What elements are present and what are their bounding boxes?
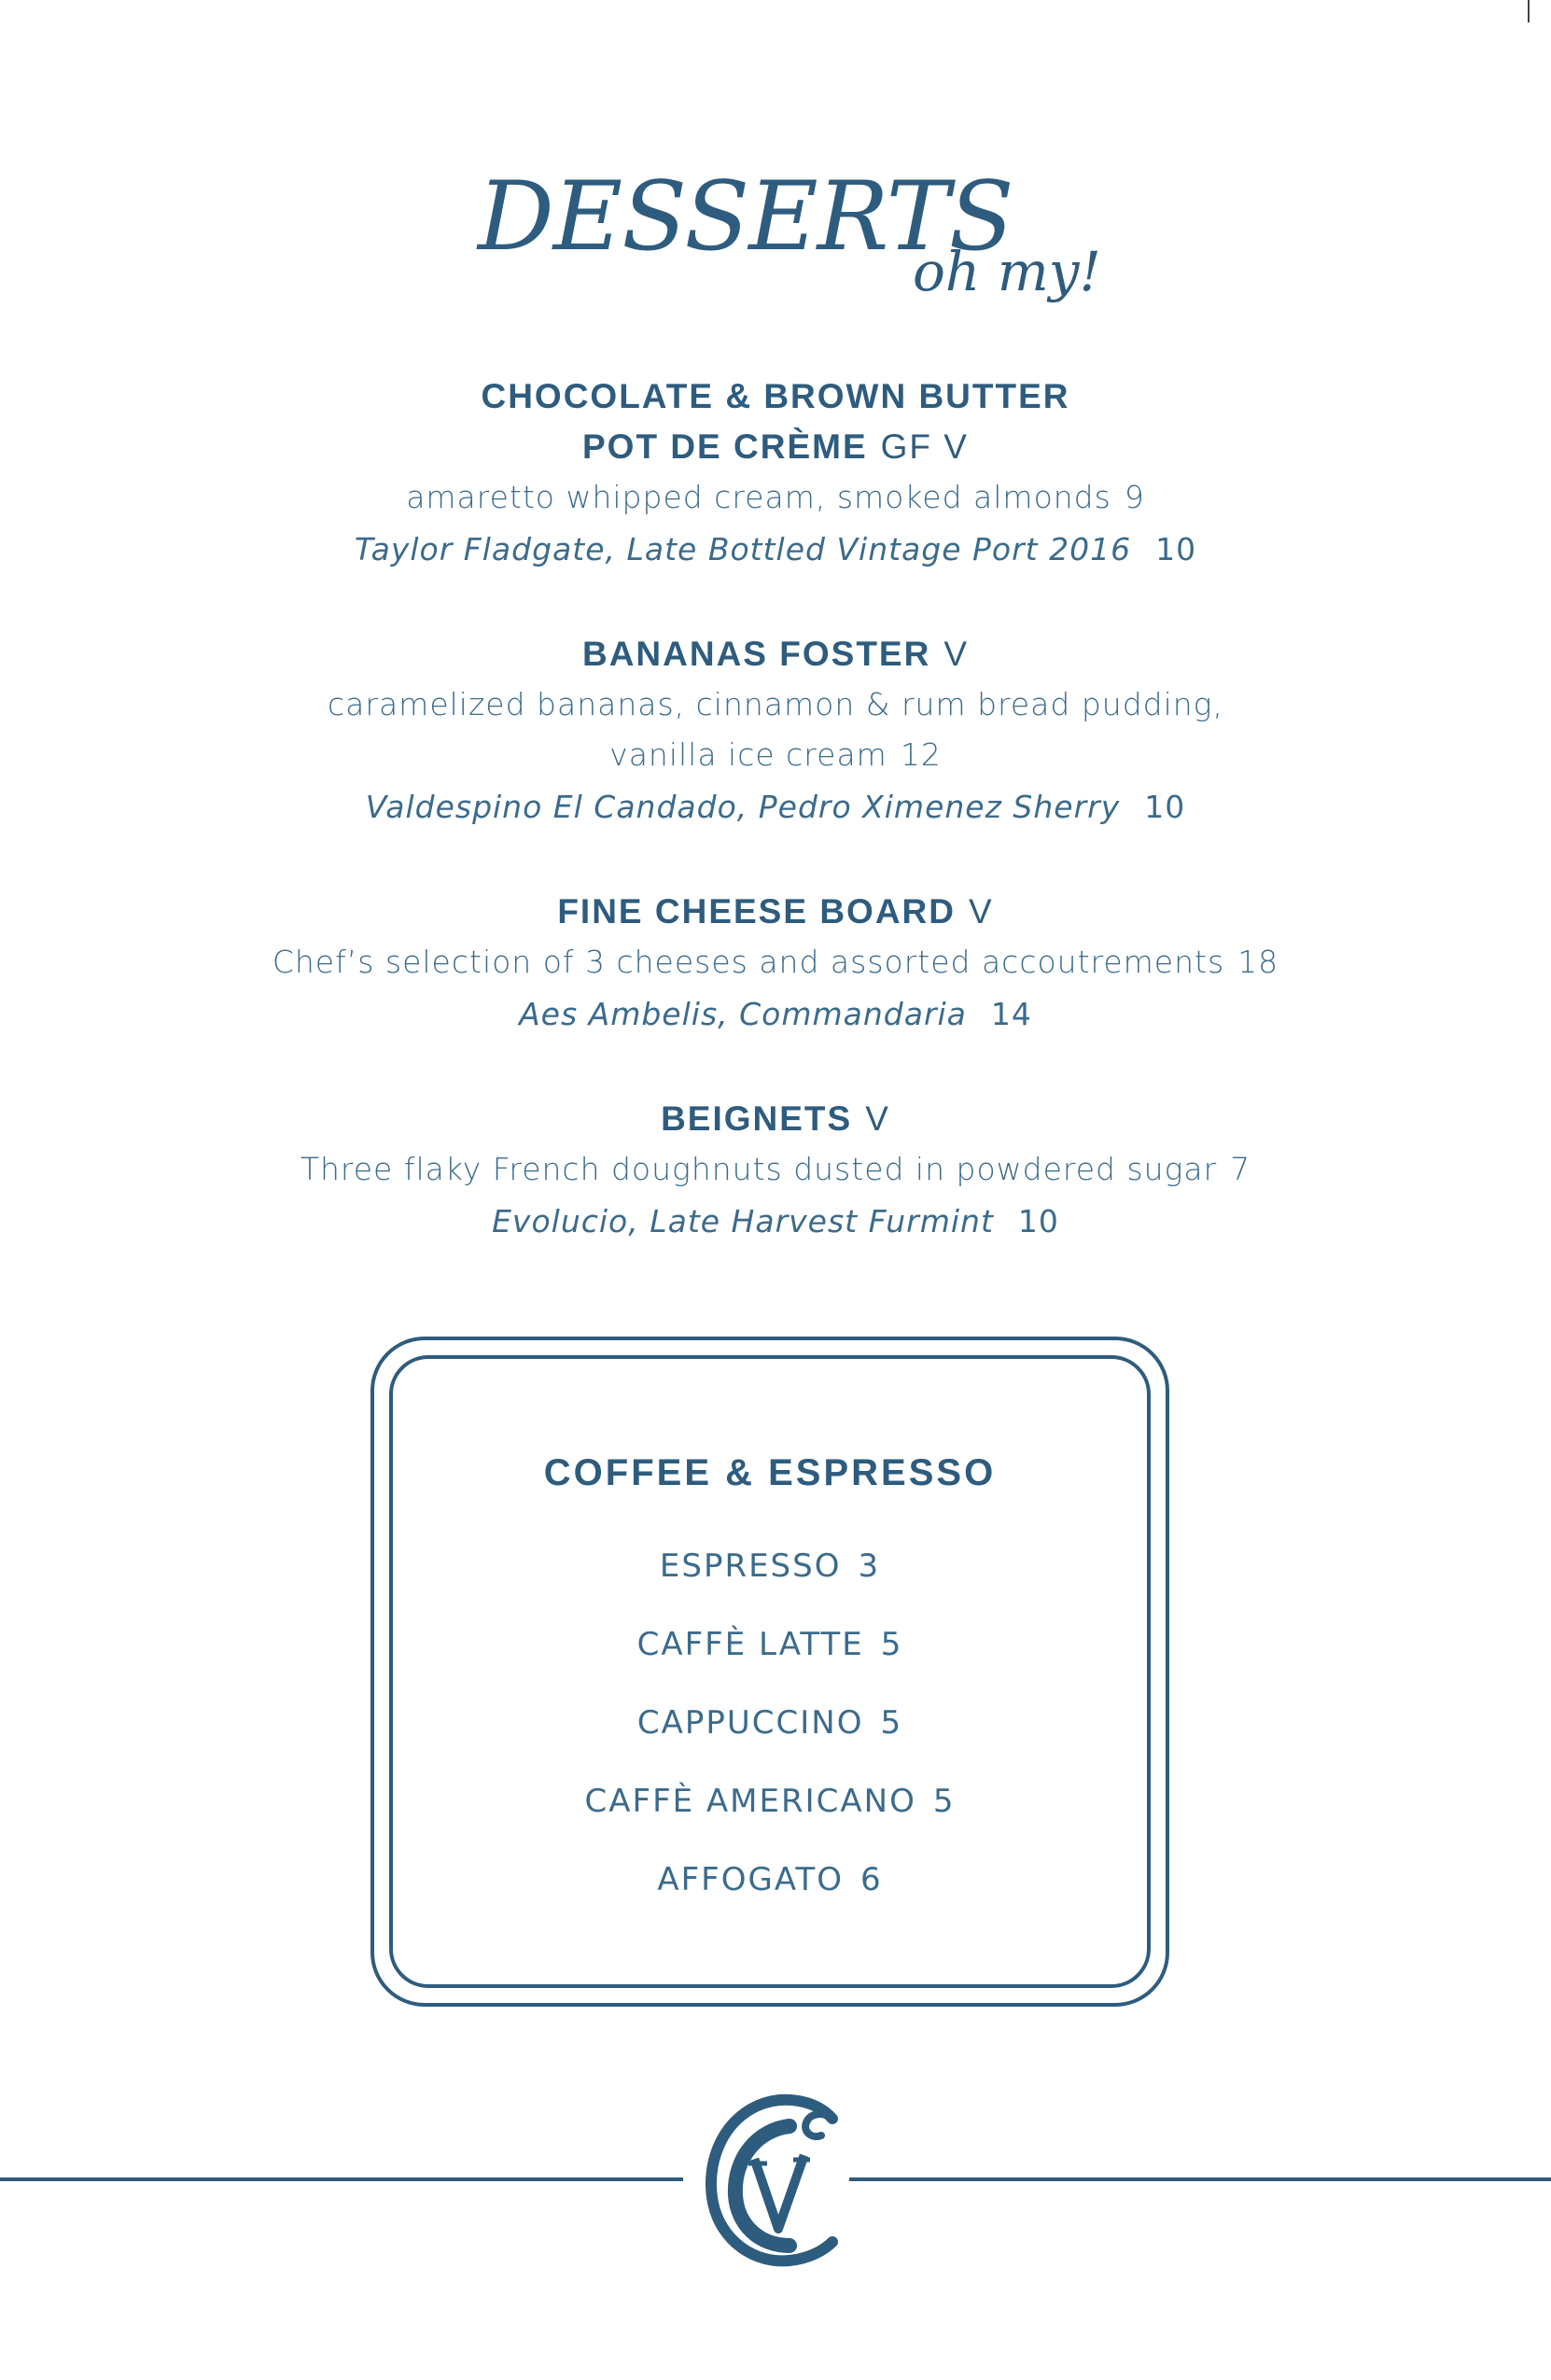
coffee-section-title: COFFEE & ESPRESSO [543,1452,997,1493]
item-name-line [0,629,1551,679]
wine-price: 10 [1155,531,1197,567]
coffee-price: 5 [880,1704,903,1742]
wine-name: Aes Ambelis, Commandaria [519,996,967,1032]
item-name: BANANAS FOSTER [581,635,931,673]
item-description [0,1144,1551,1195]
description-text: Three flaky French doughnuts dusted in powdered sugar [300,1151,1218,1187]
item-name-line [0,887,1551,937]
item-description [0,937,1551,987]
crop-mark [1528,0,1530,22]
menu-item-pot-de-creme [0,371,1551,577]
coffee-item [393,1841,1147,1919]
cv-monogram-icon [692,2093,842,2270]
coffee-name: AFFOGATO [657,1861,844,1898]
diet-tags: V [943,635,970,673]
coffee-name: CAFFÈ AMERICANO [584,1783,916,1820]
coffee-name: CAPPUCCINO [636,1704,864,1742]
diet-tags: V [865,1099,890,1138]
description-text: vanilla ice cream [609,736,887,773]
page-title: DESSERTS [478,161,1013,273]
wine-name: Taylor Fladgate, Late Bottled Vintage Port 2016 [354,531,1132,567]
item-price: 18 [1237,944,1279,980]
wine-price: 14 [990,996,1032,1032]
wine-pairing [0,780,1551,834]
coffee-price: 6 [860,1861,883,1898]
item-price: 9 [1124,479,1145,515]
wine-pairing [0,987,1551,1042]
coffee-price: 5 [880,1626,903,1663]
wine-pairing [0,523,1551,577]
coffee-list [393,1527,1147,1919]
description-text: amaretto whipped cream, smoked almonds [406,479,1111,515]
coffee-name: ESPRESSO [659,1547,842,1585]
item-description-line2 [0,730,1551,780]
item-price: 12 [900,736,942,773]
coffee-price: 3 [858,1547,881,1585]
item-description: caramelized bananas, cinnamon & rum bread pudding, [328,686,1223,722]
coffee-name: CAFFÈ LATTE [636,1626,864,1663]
menu-item-bananas-foster [0,629,1551,834]
item-name: CHOCOLATE & BROWN BUTTER [481,377,1070,415]
wine-pairing [0,1195,1551,1249]
menu-item-cheese-board [0,887,1551,1042]
item-description [0,472,1551,523]
wine-name: Evolucio, Late Harvest Furmint [492,1203,994,1239]
coffee-item [393,1605,1147,1684]
coffee-item [393,1762,1147,1841]
diet-tags: GF V [880,427,969,466]
footer-rule-left [0,2177,683,2181]
coffee-price: 5 [932,1783,956,1820]
coffee-item [393,1684,1147,1762]
item-price: 7 [1230,1151,1251,1187]
wine-name: Valdespino El Candado, Pedro Ximenez Sherry [365,789,1121,825]
wine-price: 10 [1144,789,1186,825]
wine-price: 10 [1017,1203,1059,1239]
menu-item-beignets [0,1094,1551,1249]
dessert-list [0,371,1551,1301]
item-name-line [0,1094,1551,1144]
cv-monogram-logo [692,2093,842,2270]
coffee-item [393,1527,1147,1605]
item-name-text: POT DE CRÈME [582,427,868,466]
item-name: BEIGNETS [661,1099,853,1138]
item-name-line2 [0,422,1551,472]
coffee-espresso-box [370,1337,1169,2007]
footer-rule-right [849,2177,1551,2181]
diet-tags: V [968,892,994,931]
description-text: Chef’s selection of 3 cheeses and assorted accoutrements [272,944,1225,980]
item-name: FINE CHEESE BOARD [557,892,956,931]
menu-header [0,159,1551,327]
page-subtitle: oh my! [913,240,1101,303]
coffee-inner-frame [389,1355,1151,1988]
